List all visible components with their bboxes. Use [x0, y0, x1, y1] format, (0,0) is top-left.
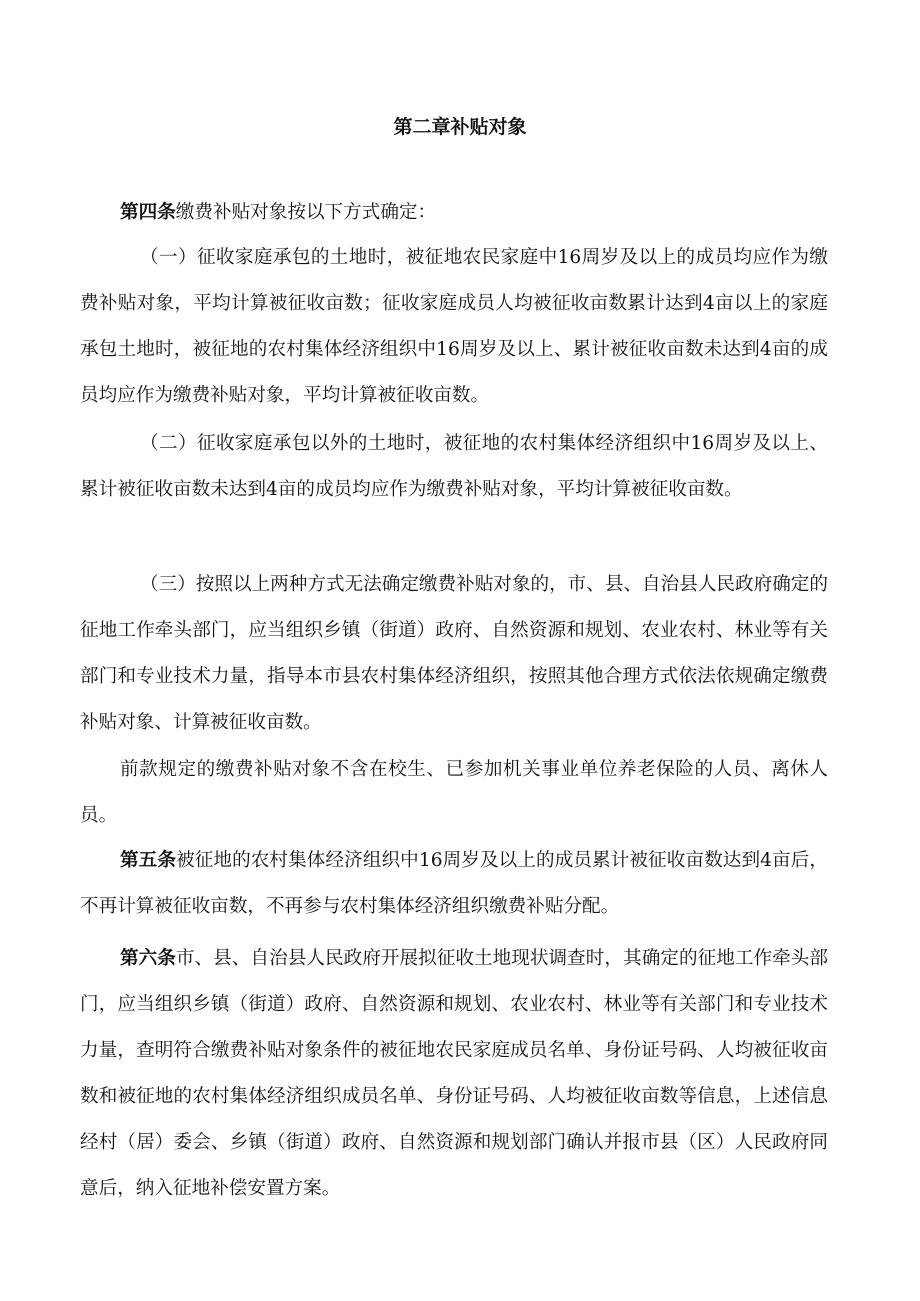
article-4-label: 第四条	[120, 202, 176, 223]
article-4-text: 缴费补贴对象按以下方式确定：	[175, 202, 437, 223]
article-4-item-2: （二）征收家庭承包以外的土地时，被征地的农村集体经济组织中16周岁及以上、累计被征收亩数未达到4亩的成员均应作为缴费补贴对象，平均计算被征收亩数。	[80, 433, 828, 500]
article-5	[80, 838, 828, 930]
article-5-text: 被征地的农村集体经济组织中16周岁及以上的成员累计被征收亩数达到4亩后，不再计算被征收亩数，不再参与农村集体经济组织缴费补贴分配。	[80, 850, 828, 917]
article-6-label: 第六条	[120, 948, 176, 969]
article-4-item-1: （一）征收家庭承包的土地时，被征地农民家庭中16周岁及以上的成员均应作为缴费补贴对象，平均计算被征收亩数；征收家庭成员人均被征收亩数累计达到4亩以上的家庭承包土地时，被征地的农村集体经济组织中16周岁及以上、累计被征收亩数未达到4亩的成员均应作为缴费补贴对象，平均计算被征收亩数。	[80, 247, 828, 406]
article-4-intro	[80, 190, 828, 236]
chapter-title: 第二章补贴对象	[393, 116, 527, 138]
article-5-label: 第五条	[120, 850, 177, 871]
article-6	[80, 936, 828, 1212]
article-4-note: 前款规定的缴费补贴对象不含在校生、已参加机关事业单位养老保险的人员、离休人员。	[80, 759, 828, 826]
article-6-text: 市、县、自治县人民政府开展拟征收土地现状调查时，其确定的征地工作牵头部门，应当组织乡镇（街道）政府、自然资源和规划、农业农村、林业等有关部门和专业技术力量，查明符合缴费补贴对象条件的被征地农民家庭成员名单、身份证号码、人均被征收亩数和被征地的农村集体经济组织成员名单、身份证号码、人均被征收亩数等信息，上述信息经村（居）委会、乡镇（街道）政府、自然资源和规划部门确认并报市县（区）人民政府同意后，纳入征地补偿安置方案。	[80, 948, 828, 1199]
article-4-item-3: （三）按照以上两种方式无法确定缴费补贴对象的，市、县、自治县人民政府确定的征地工作牵头部门，应当组织乡镇（街道）政府、自然资源和规划、农业农村、林业等有关部门和专业技术力量，指导本市县农村集体经济组织，按照其他合理方式依法依规确定缴费补贴对象、计算被征收亩数。	[80, 574, 828, 733]
